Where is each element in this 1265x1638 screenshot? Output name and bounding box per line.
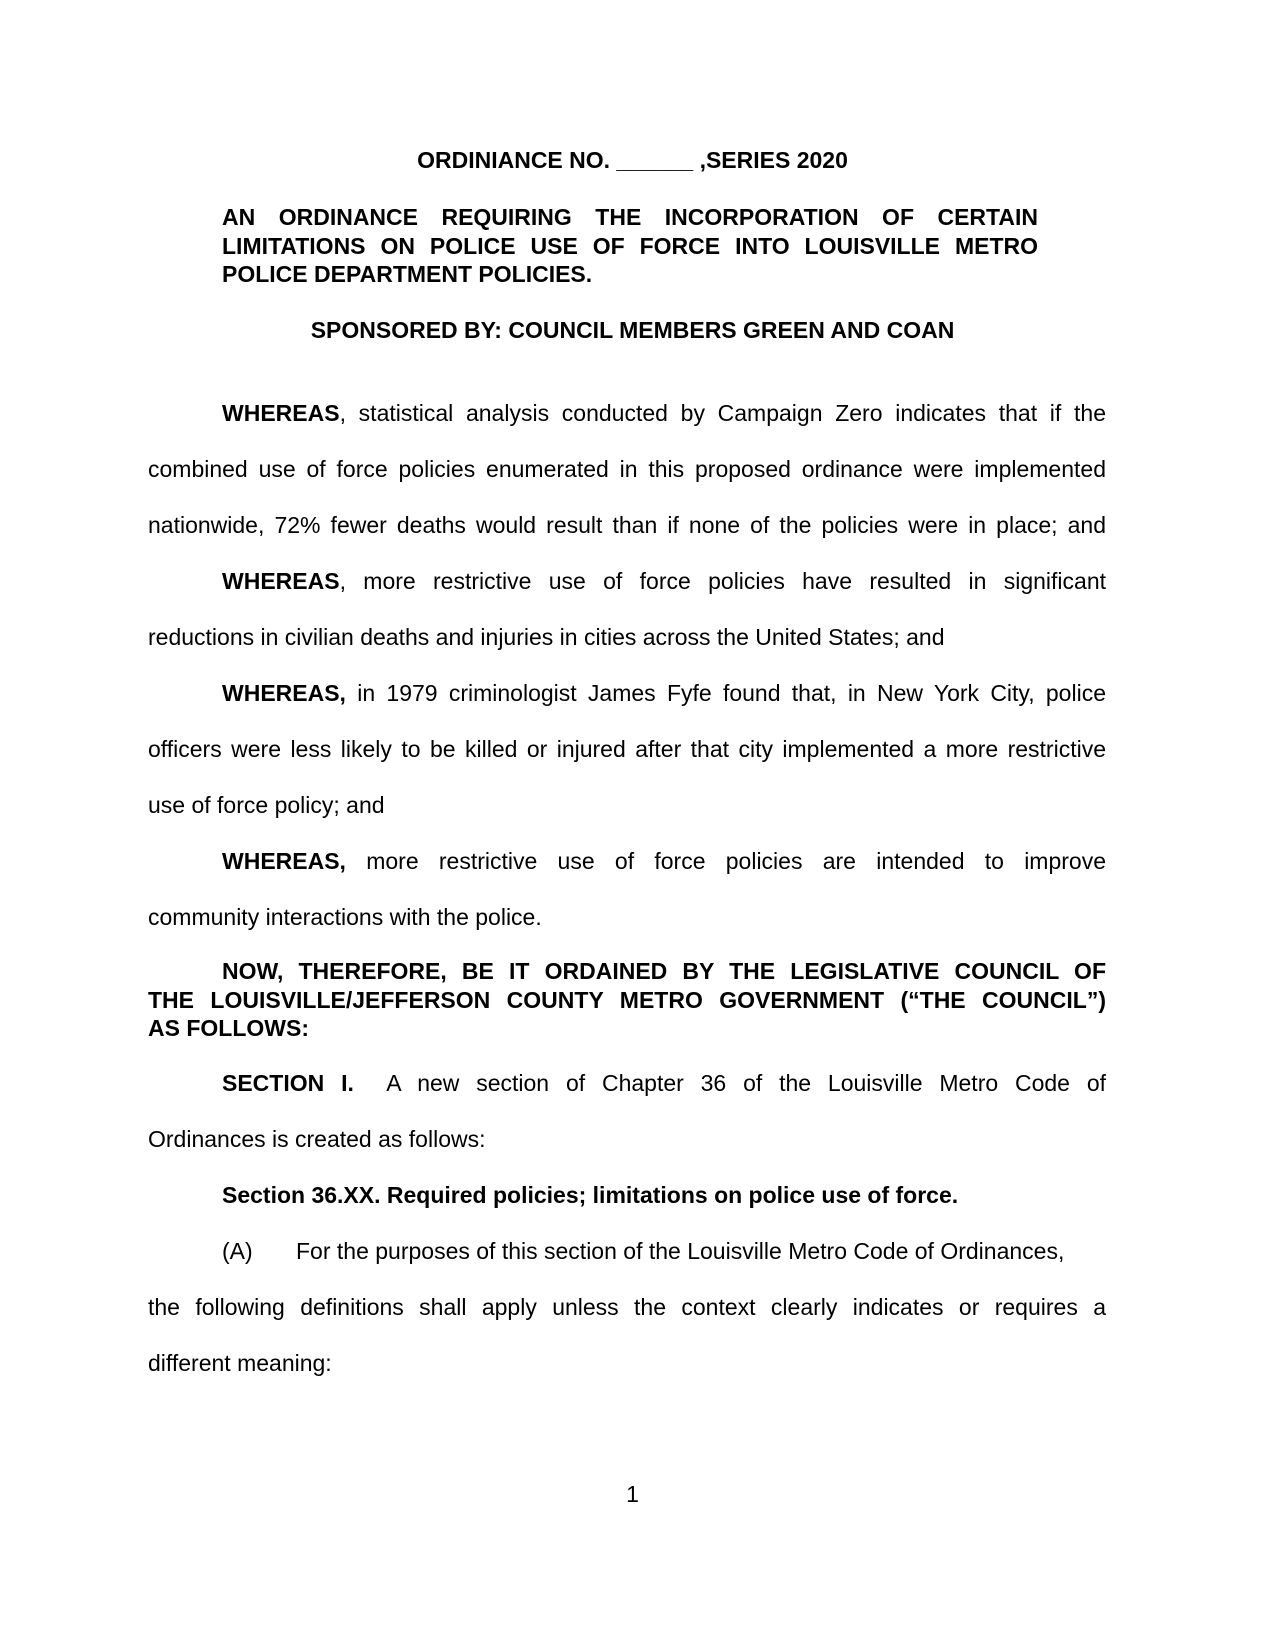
whereas-text: more restrictive use of force policies are intended to improve — [345, 848, 1106, 874]
whereas-text: , more restrictive use of force policies have resulted in significant — [339, 568, 1106, 594]
whereas-2-line-2: reductions in civilian deaths and injuries in cities across the United States; and — [148, 624, 945, 650]
title-line: POLICE DEPARTMENT POLICIES. — [222, 261, 593, 287]
whereas-label: WHEREAS, — [222, 848, 346, 874]
whereas-3-line-2: officers were less likely to be killed or injured after that city implemented a more restrictive — [148, 736, 1106, 762]
whereas-1-line-1 — [222, 399, 1106, 427]
section-1-line-1 — [222, 1069, 1106, 1097]
clause-a-line-1 — [222, 1237, 1106, 1265]
ordinance-number-heading: ORDINIANCE NO. ______ ,SERIES 2020 — [417, 147, 848, 173]
ordinance-title — [222, 203, 1038, 289]
whereas-1-line-3: nationwide, 72% fewer deaths would result than if none of the policies were in place; and — [148, 512, 1106, 538]
section-text: A new section of Chapter 36 of the Louisville Metro Code of — [353, 1070, 1106, 1096]
whereas-3-line-3: use of force policy; and — [148, 792, 385, 818]
whereas-1-line-2: combined use of force policies enumerated in this proposed ordinance were implemented — [148, 456, 1106, 482]
clause-a-line-3: different meaning: — [148, 1350, 332, 1376]
whereas-label: WHEREAS — [222, 400, 340, 426]
clause-a-line-2: the following definitions shall apply unless the context clearly indicates or requires a — [148, 1294, 1106, 1320]
ordained-line: THE LOUISVILLE/JEFFERSON COUNTY METRO GOVERNMENT (“THE COUNCIL”) — [148, 986, 1106, 1013]
sponsors-line: SPONSORED BY: COUNCIL MEMBERS GREEN AND COAN — [310, 317, 955, 343]
whereas-2-line-1 — [222, 567, 1106, 595]
clause-text: For the purposes of this section of the Louisville Metro Code of Ordinances, — [296, 1238, 1065, 1264]
whereas-text: , statistical analysis conducted by Campaign Zero indicates that if the — [339, 400, 1106, 426]
section-1-line-2: Ordinances is created as follows: — [148, 1126, 486, 1152]
title-line: LIMITATIONS ON POLICE USE OF FORCE INTO LOUISVILLE METRO — [222, 232, 1038, 259]
whereas-text: in 1979 criminologist James Fyfe found that, in New York City, police — [345, 680, 1106, 706]
whereas-4-line-1 — [222, 847, 1106, 875]
page-number: 1 — [626, 1481, 639, 1507]
ordained-line: AS FOLLOWS: — [148, 1015, 309, 1041]
whereas-label: WHEREAS — [222, 568, 340, 594]
title-line: AN ORDINANCE REQUIRING THE INCORPORATION OF CERTAIN — [222, 204, 1038, 230]
whereas-label: WHEREAS, — [222, 680, 346, 706]
ordained-clause — [148, 957, 1106, 1043]
whereas-3-line-1 — [222, 679, 1106, 707]
whereas-4-line-2: community interactions with the police. — [148, 904, 542, 930]
section-36xx-heading: Section 36.XX. Required policies; limitations on police use of force. — [222, 1182, 959, 1208]
ordained-line: NOW, THEREFORE, BE IT ORDAINED BY THE LEGISLATIVE COUNCIL OF — [222, 958, 1106, 984]
section-label: SECTION I. — [222, 1070, 354, 1096]
clause-label: (A) — [222, 1238, 253, 1264]
